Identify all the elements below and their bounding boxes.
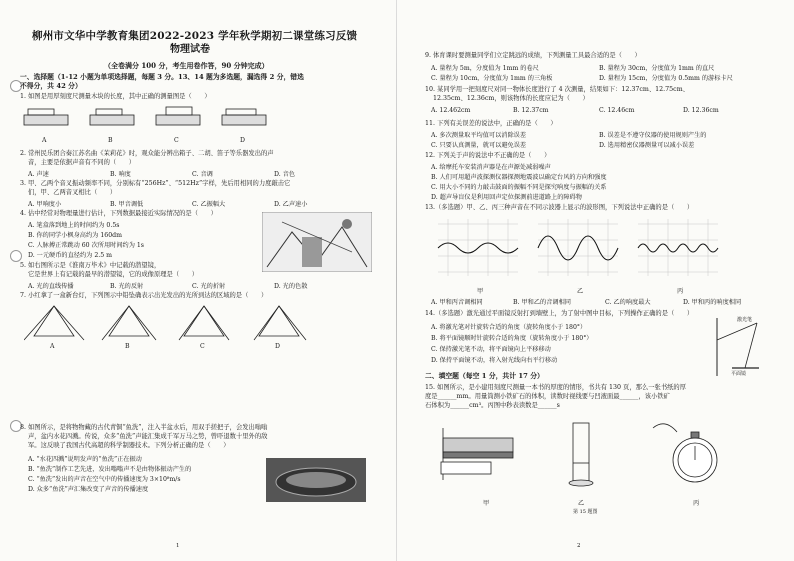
oscilloscope-waveforms: [433, 214, 733, 286]
punch-hole: [10, 250, 22, 262]
option-label: D: [275, 343, 280, 350]
option: A. 给摩托车安装消声器是在声源处减弱噪声: [431, 164, 551, 171]
question-stem: 9. 体育课时要测量同学们立定跳远的成绩，下列测量工具最合适的是（ ）: [425, 52, 641, 59]
option: C. 12.46cm: [599, 107, 635, 114]
figure-label: 乙: [578, 500, 585, 507]
question-stem-cont: 音，主要是依据声音有不同的（ ）: [28, 159, 136, 166]
option: B. 误差是不遵守仪器的使用规则产生的: [599, 132, 707, 139]
question-stem: 7. 小红拿了一盒新台灯，下列图示中铅坠确表示出光发出的光所到达的区域的是（ ）: [20, 292, 268, 299]
diagram-label: 激光笔: [737, 317, 753, 323]
option-label: B: [108, 137, 113, 144]
question-stem: 4. 估中经常对物理量进行估计，下列数据最接近实际情况的是（ ）: [20, 210, 217, 217]
option: B. 量程为 30cm，分度值为 1mm 的直尺: [599, 65, 715, 72]
question-stem: 11. 下列有关误差的说法中，正确的是（ ）: [425, 120, 557, 127]
option: A. 量程为 5m，分度值为 1mm 的卷尺: [431, 65, 539, 72]
question-stem: 8. 如图所示，是将物物藏的古代青铜“鱼洗”，注入半盆水后，用双手搓把子，会发出嗡嗡: [20, 424, 268, 431]
option-label: D: [240, 137, 245, 144]
option: B. 人们可用超声波探测仪器探测地震波以确定台风的方向和强度: [431, 174, 607, 181]
option: B. 甲音调低: [110, 201, 144, 208]
exam-meta: （全卷满分 100 分，考生用卷作答，90 分钟完成）: [104, 61, 269, 70]
option-label: C: [200, 343, 205, 350]
section-heading: 一、选择题（1-12 小题为单项选择题，每题 3 分。13、14 题为多选题，漏选得 2 分，错选: [20, 73, 304, 81]
option: C. 乙的响度最大: [605, 299, 651, 306]
question-stem-cont: 它是世界上有记载的最早的潜望镜，它的成像原理是（ ）: [28, 271, 199, 278]
option: A. 多次测量取平均值可以消除误差: [431, 132, 527, 139]
option-label: B: [125, 343, 130, 350]
option: B. 将平面镜顺时针旋转合适的角度（旋转角度小于 180°）: [431, 335, 593, 342]
option: C. 量程为 10cm，分度值为 1mm 的三角板: [431, 75, 553, 82]
option-label: A: [42, 137, 47, 144]
question-stem: 3. 甲、乙两个音叉振动频率不同，分别标有“256Hz”、“512Hz”字样，先后用相同的力度敲击它: [20, 180, 291, 187]
option: A. 甲和丙音调相同: [431, 299, 483, 306]
option: B. 响度: [110, 171, 131, 178]
option: D. 光的色散: [274, 283, 308, 290]
option: C. 用大小不同的力敲击鼓面的振幅不同是探究响度与振幅的关系: [431, 184, 607, 191]
question-stem-cont: 度是______mm。用量筒测小铁矿石的体积，读数时视线要与凹液面最______，该小铁矿: [425, 393, 670, 400]
option: C. 人脉搏正常跳动 60 次所用时间约为 1s: [28, 242, 144, 249]
right-page: [397, 0, 794, 561]
option: A. 甲响度小: [28, 201, 62, 208]
option: D. 一元硬币的直径约为 2.5 m: [28, 252, 113, 259]
option: C. 保持激光笔不动，将平面镜向上平移移动: [431, 346, 551, 353]
question-stem: 15. 如图所示，是小建用刻度尺测量一本书的厚度的情形，书共有 130 页，那么一张书纸的厚: [425, 384, 687, 391]
section-heading: 二、填空题（每空 1 分，共计 17 分）: [425, 372, 544, 380]
option: A. “水花四溅”说明发声的“鱼洗”正在振动: [28, 456, 142, 463]
exam-title: 柳州市文华中学教育集团2022-2023 学年秋学期初二课堂练习反馈: [32, 30, 358, 42]
option: C. 乙振幅大: [192, 201, 226, 208]
page-number: 1: [176, 543, 180, 549]
option: A. 将激光笔对针旋转合适的角度（旋转角度小于 180°）: [431, 324, 587, 331]
periscope-illustration: [262, 212, 372, 272]
option: A. 12.462cm: [431, 107, 471, 114]
option: A. 声速: [28, 171, 49, 178]
question-stem-cont: 石体积为______cm³。丙图中秒表读数是______s: [425, 402, 560, 409]
q15-figures: [433, 418, 763, 498]
figure-label: 丙: [693, 500, 700, 507]
waveform-label: 甲: [477, 288, 484, 295]
laser-mirror-diagram: [697, 318, 767, 378]
option: D. 众多“鱼洗”声汇集改变了声音的传播速度: [28, 486, 149, 493]
ruler-figures: [20, 103, 280, 139]
page-number: 2: [577, 543, 581, 549]
question-stem: 1. 如图是用厚刻度尺测量木块的长度，其中正确的测量图是（ ）: [20, 93, 211, 100]
question-stem: 14.（多选题）激光通过平面镜反射打到墙壁上，为了射中图中目标，下列操作正确的是（ ）: [425, 310, 694, 317]
option: D. 音色: [274, 171, 296, 178]
question-stem-cont: 们，甲、乙两音叉相比（ ）: [28, 189, 117, 196]
option: D. 12.36cm: [683, 107, 719, 114]
option: A. 笔盒落到地上的时间约为 0.5s: [28, 222, 120, 229]
lamp-figures: [24, 302, 314, 342]
waveform-label: 乙: [577, 288, 584, 295]
option: B. 12.37cm: [513, 107, 549, 114]
option: D. 量程为 15cm，分度值为 0.5mm 的游标卡尺: [599, 75, 733, 82]
option: C. 光的折射: [192, 283, 226, 290]
figure-caption: 第 15 题图: [573, 509, 598, 515]
option: C. “鱼洗”发出的声音在空气中的传播速度为 3×10⁸m/s: [28, 476, 181, 483]
exam-subtitle: 物理试卷: [170, 44, 210, 55]
option: D. 超声导盲仪是利用回声定位探测前进道路上的障碍物: [431, 194, 582, 201]
option: B. 你的同学小枫身高约为 160dm: [28, 232, 122, 239]
question-stem: 13.（多选题）甲、乙、丙三种声音在不同示波器上显示的波形图，下列说法中正确的是（ ）: [425, 204, 694, 211]
option: B. “鱼洗”制作工艺先进，发出嗡嗡声不是由物体振动产生的: [28, 466, 192, 473]
option: B. 光的反射: [110, 283, 144, 290]
diagram-label: 平面镜: [731, 371, 747, 377]
question-stem: 2. 常州民乐团合奏江苏名曲《茉莉花》时，观众能分辨出箱子、二胡、笛子等乐器发出的声: [20, 150, 274, 157]
question-stem-cont: 军。这反映了我国古代高超的科学制器技术。下列分析正确的是（ ）: [28, 442, 230, 449]
option-label: C: [174, 137, 179, 144]
option: D. 甲和丙的响度相同: [683, 299, 742, 306]
option: C. 音调: [192, 171, 213, 178]
option: D. 选用精密仪器测量可以减小误差: [599, 142, 695, 149]
question-stem-cont: 12.35cm、12.36cm，则该物体的长度应记为（ ）: [433, 95, 589, 102]
option: D. 保持平面镜不动，将入射光线向右平行移动: [431, 357, 558, 364]
question-stem: 10. 某同学用一把刻度尺对同一物体长度进行了 4 次测量，结果如下：12.37cm、12.75cm、: [425, 86, 689, 93]
option: D. 乙声速小: [274, 201, 308, 208]
waveform-label: 丙: [677, 288, 684, 295]
option: A. 光的直线传播: [28, 283, 74, 290]
option: C. 只要认真测量，就可以避免误差: [431, 142, 527, 149]
figure-label: 甲: [483, 500, 490, 507]
option: B. 甲和乙的音调相同: [513, 299, 571, 306]
section-heading-cont: 不得分，共 42 分）: [20, 82, 82, 90]
question-stem: 12. 下列关于声的说法中不正确的是（ ）: [425, 152, 551, 159]
question-stem: 5. 如右图所示是《淮南万毕术》中记载的潜望镜，: [20, 262, 161, 269]
question-stem-cont: 声，盆内水花四溅。传说，众多“鱼洗”声能汇集成千军万马之势，曾吓退数十里外的敌: [28, 433, 268, 440]
option-label: A: [50, 343, 55, 350]
fish-basin-photo: [266, 458, 366, 502]
